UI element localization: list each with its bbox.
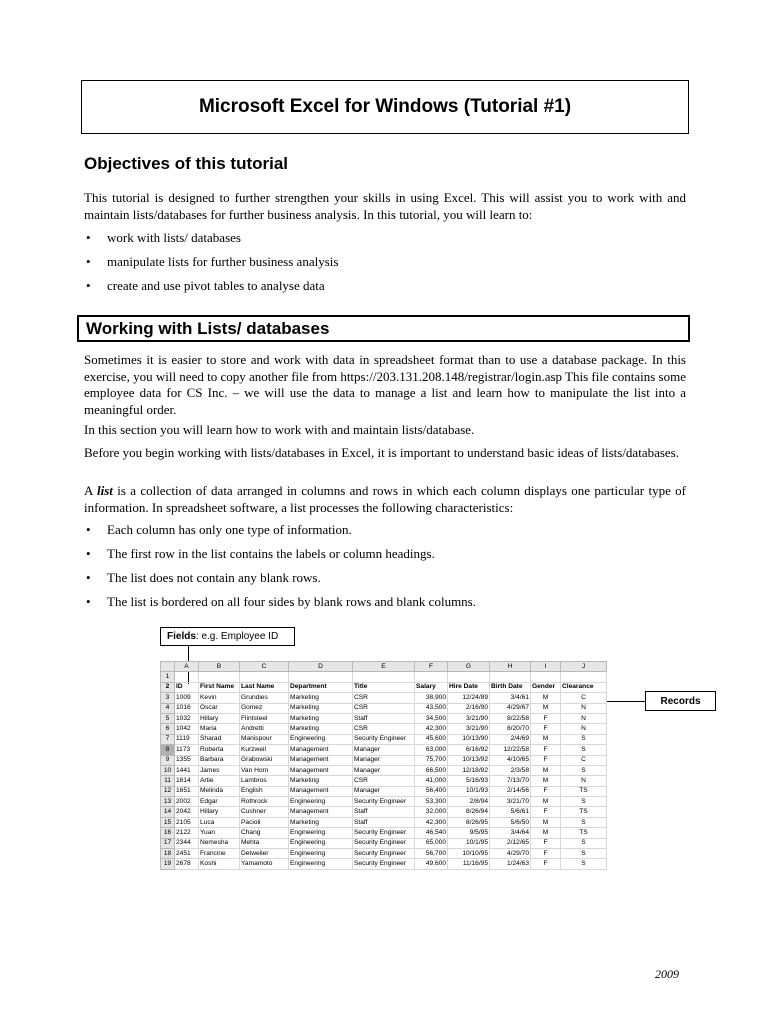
- column-letter: E: [353, 662, 415, 672]
- table-cell: 11/16/95: [448, 859, 490, 869]
- table-cell: S: [561, 797, 607, 807]
- page-footer-year: 2009: [655, 967, 679, 981]
- table-row: [161, 817, 607, 827]
- table-cell: Yamamoto: [240, 859, 289, 869]
- table-row: [161, 797, 607, 807]
- table-cell: 1173: [175, 745, 199, 755]
- table-cell: F: [531, 838, 561, 848]
- table-cell: Lambros: [240, 776, 289, 786]
- row-number: 13: [161, 797, 175, 807]
- field-header: Department: [289, 682, 353, 692]
- table-cell: 4/29/70: [490, 849, 531, 859]
- table-cell: M: [531, 693, 561, 703]
- table-cell: Mehta: [240, 838, 289, 848]
- table-cell: Flintsteel: [240, 713, 289, 723]
- table-cell: Luca: [199, 817, 240, 827]
- table-cell: 56,700: [415, 849, 448, 859]
- table-cell: Rothrock: [240, 797, 289, 807]
- table-cell: Edgar: [199, 797, 240, 807]
- table-cell: Manager: [353, 786, 415, 796]
- table-row: [161, 828, 607, 838]
- table-cell: 10/13/92: [448, 755, 490, 765]
- records-label: Records: [660, 695, 701, 707]
- table-cell: S: [561, 859, 607, 869]
- table-row: [161, 765, 607, 775]
- table-cell: Engineering: [289, 797, 353, 807]
- table-row: [161, 745, 607, 755]
- empty-cell: [531, 672, 561, 682]
- table-cell: Management: [289, 755, 353, 765]
- table-cell: Grabowski: [240, 755, 289, 765]
- list-term: list: [97, 483, 113, 498]
- table-cell: F: [531, 807, 561, 817]
- table-cell: F: [531, 745, 561, 755]
- table-cell: 3/4/61: [490, 693, 531, 703]
- row-number: 1: [161, 672, 175, 682]
- empty-cell: [490, 672, 531, 682]
- table-cell: 56,400: [415, 786, 448, 796]
- table-row: [161, 682, 607, 692]
- list-item: • manipulate lists for further business analysis: [84, 254, 684, 278]
- empty-cell: [199, 672, 240, 682]
- table-cell: 10/10/95: [448, 849, 490, 859]
- table-cell: James: [199, 765, 240, 775]
- table-cell: Marketing: [289, 776, 353, 786]
- table-cell: Melinda: [199, 786, 240, 796]
- table-cell: Manager: [353, 755, 415, 765]
- table-cell: Andretti: [240, 724, 289, 734]
- table-cell: 1651: [175, 786, 199, 796]
- column-letter: G: [448, 662, 490, 672]
- column-letter: B: [199, 662, 240, 672]
- section-heading: [77, 315, 690, 342]
- table-cell: M: [531, 776, 561, 786]
- table-cell: TS: [561, 786, 607, 796]
- table-cell: M: [531, 734, 561, 744]
- table-cell: 8/26/95: [448, 817, 490, 827]
- fields-example: : e.g. Employee ID: [195, 631, 279, 642]
- table-cell: 2002: [175, 797, 199, 807]
- table-cell: Management: [289, 786, 353, 796]
- table-cell: Koshi: [199, 859, 240, 869]
- table-cell: Marketing: [289, 713, 353, 723]
- table-cell: M: [531, 703, 561, 713]
- section-title: Working with Lists/ databases: [86, 318, 330, 338]
- table-row: [161, 724, 607, 734]
- corner-cell: [161, 662, 175, 672]
- table-row: [161, 693, 607, 703]
- empty-cell: [353, 672, 415, 682]
- table-cell: Security Engineer: [353, 838, 415, 848]
- table-cell: 5/16/93: [448, 776, 490, 786]
- table-cell: 5/6/61: [490, 807, 531, 817]
- table-cell: Gomez: [240, 703, 289, 713]
- table-cell: S: [561, 765, 607, 775]
- table-cell: 8/20/70: [490, 724, 531, 734]
- table-cell: Engineering: [289, 838, 353, 848]
- table-cell: Engineering: [289, 859, 353, 869]
- table-cell: TS: [561, 828, 607, 838]
- table-cell: 2451: [175, 849, 199, 859]
- table-cell: Pacioli: [240, 817, 289, 827]
- table-cell: 2105: [175, 817, 199, 827]
- table-cell: English: [240, 786, 289, 796]
- table-cell: M: [531, 817, 561, 827]
- row-number: 4: [161, 703, 175, 713]
- table-cell: 2122: [175, 828, 199, 838]
- table-row: [161, 786, 607, 796]
- table-cell: 43,500: [415, 703, 448, 713]
- table-cell: Oscar: [199, 703, 240, 713]
- empty-cell: [289, 672, 353, 682]
- table-cell: Marketing: [289, 693, 353, 703]
- table-cell: 4/29/67: [490, 703, 531, 713]
- empty-cell: [415, 672, 448, 682]
- table-cell: Roberta: [199, 745, 240, 755]
- row-number: 5: [161, 713, 175, 723]
- table-row: [161, 807, 607, 817]
- list-item: • work with lists/ databases: [84, 230, 684, 254]
- row-number: 17: [161, 838, 175, 848]
- table-cell: 1119: [175, 734, 199, 744]
- table-cell: Hillary: [199, 713, 240, 723]
- row-number: 7: [161, 734, 175, 744]
- table-cell: C: [561, 693, 607, 703]
- row-number: 18: [161, 849, 175, 859]
- table-cell: 1016: [175, 703, 199, 713]
- employee-spreadsheet: [160, 661, 607, 870]
- table-cell: 42,300: [415, 724, 448, 734]
- table-cell: 34,500: [415, 713, 448, 723]
- fields-callout: [160, 627, 295, 646]
- table-row: [161, 755, 607, 765]
- table-cell: 2/16/90: [448, 703, 490, 713]
- field-header: Clearance: [561, 682, 607, 692]
- table-cell: Hillary: [199, 807, 240, 817]
- field-header: Title: [353, 682, 415, 692]
- table-cell: Security Engineer: [353, 859, 415, 869]
- table-cell: M: [531, 765, 561, 775]
- table-cell: Engineering: [289, 849, 353, 859]
- row-number: 10: [161, 765, 175, 775]
- table-cell: Manispour: [240, 734, 289, 744]
- empty-cell: [240, 672, 289, 682]
- table-cell: CSR: [353, 693, 415, 703]
- table-cell: N: [561, 776, 607, 786]
- table-cell: 5/6/50: [490, 817, 531, 827]
- column-letter: H: [490, 662, 531, 672]
- table-cell: Barbara: [199, 755, 240, 765]
- table-cell: 3/4/64: [490, 828, 531, 838]
- table-cell: 10/1/95: [448, 838, 490, 848]
- records-callout: [645, 691, 716, 711]
- row-number: 16: [161, 828, 175, 838]
- table-cell: 3/21/90: [448, 713, 490, 723]
- table-cell: 32,000: [415, 807, 448, 817]
- table-cell: 2/12/65: [490, 838, 531, 848]
- table-cell: F: [531, 786, 561, 796]
- table-cell: 1/24/63: [490, 859, 531, 869]
- table-row: [161, 734, 607, 744]
- row-number: 12: [161, 786, 175, 796]
- section-paragraph-4: [84, 483, 686, 516]
- table-cell: 1009: [175, 693, 199, 703]
- table-cell: Manager: [353, 745, 415, 755]
- table-cell: Security Engineer: [353, 828, 415, 838]
- table-cell: TS: [561, 807, 607, 817]
- table-cell: 1614: [175, 776, 199, 786]
- row-number: 8: [161, 745, 175, 755]
- table-cell: Chang: [240, 828, 289, 838]
- document-title: Microsoft Excel for Windows (Tutorial #1): [81, 80, 689, 134]
- row-number: 11: [161, 776, 175, 786]
- field-header: Hire Date: [448, 682, 490, 692]
- table-cell: S: [561, 734, 607, 744]
- table-cell: S: [561, 849, 607, 859]
- table-cell: Francine: [199, 849, 240, 859]
- objectives-list: [84, 230, 684, 302]
- table-cell: 38,900: [415, 693, 448, 703]
- column-header-row: [161, 662, 607, 672]
- column-letter: F: [415, 662, 448, 672]
- table-cell: 45,600: [415, 734, 448, 744]
- table-cell: S: [561, 817, 607, 827]
- field-header: Last Name: [240, 682, 289, 692]
- table-row: [161, 703, 607, 713]
- table-cell: Kevin: [199, 693, 240, 703]
- table-cell: Engineering: [289, 734, 353, 744]
- table-row: [161, 776, 607, 786]
- section-paragraph-2: In this section you will learn how to work with and maintain lists/database.: [84, 422, 475, 437]
- table-row: [161, 672, 607, 682]
- table-cell: 12/24/89: [448, 693, 490, 703]
- table-cell: Sharad: [199, 734, 240, 744]
- row-number: 6: [161, 724, 175, 734]
- table-cell: N: [561, 703, 607, 713]
- table-cell: 65,000: [415, 838, 448, 848]
- table-cell: Nemesha: [199, 838, 240, 848]
- table-cell: 41,000: [415, 776, 448, 786]
- field-header: Birth Date: [490, 682, 531, 692]
- table-cell: Management: [289, 745, 353, 755]
- table-cell: 3/21/70: [490, 797, 531, 807]
- table-cell: 1032: [175, 713, 199, 723]
- table-cell: Marketing: [289, 703, 353, 713]
- table-cell: 9/5/95: [448, 828, 490, 838]
- table-cell: F: [531, 849, 561, 859]
- table-cell: 10/1/93: [448, 786, 490, 796]
- column-letter: C: [240, 662, 289, 672]
- table-cell: 75,700: [415, 755, 448, 765]
- empty-cell: [448, 672, 490, 682]
- row-number: 15: [161, 817, 175, 827]
- list-definition-prefix: A: [84, 483, 97, 498]
- table-cell: Staff: [353, 817, 415, 827]
- section-paragraph-3: Before you begin working with lists/databases in Excel, it is important to understand basic ideas of lists/databases.: [84, 445, 679, 460]
- table-cell: 3/21/90: [448, 724, 490, 734]
- table-cell: Van Horn: [240, 765, 289, 775]
- list-item: • Each column has only one type of information.: [84, 522, 684, 546]
- table-row: [161, 859, 607, 869]
- table-cell: Security Engineer: [353, 797, 415, 807]
- table-cell: 10/13/90: [448, 734, 490, 744]
- table-cell: Cushner: [240, 807, 289, 817]
- row-number: 19: [161, 859, 175, 869]
- table-cell: 53,300: [415, 797, 448, 807]
- table-cell: C: [561, 755, 607, 765]
- table-cell: CSR: [353, 776, 415, 786]
- field-header: Salary: [415, 682, 448, 692]
- row-number: 3: [161, 693, 175, 703]
- records-pointer-line: [606, 701, 645, 702]
- table-cell: Marketing: [289, 817, 353, 827]
- list-definition-text: is a collection of data arranged in columns and rows in which each column displays one particular type of information. In spreadsheet software, a list processes the following characteristics:: [84, 483, 686, 515]
- table-cell: Security Engineer: [353, 849, 415, 859]
- table-cell: F: [531, 755, 561, 765]
- table-cell: 6/16/92: [448, 745, 490, 755]
- table-cell: Maria: [199, 724, 240, 734]
- table-cell: Yuan: [199, 828, 240, 838]
- objectives-intro: This tutorial is designed to further strengthen your skills in using Excel. This will assist you to work with and maintain lists/databases for further business analysis. In this tutorial, you will learn to:: [84, 190, 686, 222]
- column-letter: J: [561, 662, 607, 672]
- table-cell: S: [561, 838, 607, 848]
- table-cell: 2/8/94: [448, 797, 490, 807]
- table-cell: 2/3/58: [490, 765, 531, 775]
- table-row: [161, 849, 607, 859]
- empty-cell: [561, 672, 607, 682]
- table-cell: 63,000: [415, 745, 448, 755]
- table-cell: 2042: [175, 807, 199, 817]
- table-cell: 66,500: [415, 765, 448, 775]
- table-cell: 2344: [175, 838, 199, 848]
- table-cell: 49,600: [415, 859, 448, 869]
- table-cell: 2/14/56: [490, 786, 531, 796]
- table-cell: 46,540: [415, 828, 448, 838]
- table-cell: 4/10/65: [490, 755, 531, 765]
- table-cell: CSR: [353, 724, 415, 734]
- objectives-heading: Objectives of this tutorial: [84, 154, 289, 173]
- table-cell: Staff: [353, 713, 415, 723]
- table-cell: Kurzweil: [240, 745, 289, 755]
- table-cell: Security Engineer: [353, 734, 415, 744]
- characteristics-list: [84, 522, 684, 618]
- table-cell: Management: [289, 765, 353, 775]
- list-item: • The first row in the list contains the labels or column headings.: [84, 546, 684, 570]
- list-item: • The list does not contain any blank rows.: [84, 570, 684, 594]
- table-cell: 8/22/58: [490, 713, 531, 723]
- table-cell: CSR: [353, 703, 415, 713]
- table-cell: 2678: [175, 859, 199, 869]
- fields-label: Fields: [167, 631, 196, 642]
- table-cell: 8/26/94: [448, 807, 490, 817]
- table-cell: 12/18/92: [448, 765, 490, 775]
- column-letter: A: [175, 662, 199, 672]
- table-cell: Manager: [353, 765, 415, 775]
- table-cell: Management: [289, 807, 353, 817]
- table-cell: Artie: [199, 776, 240, 786]
- row-number: 2: [161, 682, 175, 692]
- section-paragraph-1: Sometimes it is easier to store and work with data in spreadsheet format than to use a database package. In this exercise, you will need to copy another file from https://203.131.208.148/registrar/login.asp This file contains some employee data for CS Inc. – we will use the data to manage a list and learn how to manipulate the list into a meaningful order.: [84, 352, 686, 417]
- table-cell: Marketing: [289, 724, 353, 734]
- table-cell: Engineering: [289, 828, 353, 838]
- table-cell: 12/22/58: [490, 745, 531, 755]
- table-cell: N: [561, 713, 607, 723]
- column-letter: D: [289, 662, 353, 672]
- table-cell: Grundies: [240, 693, 289, 703]
- table-cell: 1355: [175, 755, 199, 765]
- table-cell: Detweiler: [240, 849, 289, 859]
- table-cell: M: [531, 828, 561, 838]
- empty-cell: [175, 672, 199, 682]
- table-cell: 1441: [175, 765, 199, 775]
- table-cell: S: [561, 745, 607, 755]
- table-row: [161, 713, 607, 723]
- table-cell: F: [531, 724, 561, 734]
- field-header: First Name: [199, 682, 240, 692]
- column-letter: I: [531, 662, 561, 672]
- list-item: • The list is bordered on all four sides by blank rows and blank columns.: [84, 594, 684, 618]
- table-row: [161, 838, 607, 848]
- table-cell: N: [561, 724, 607, 734]
- table-cell: M: [531, 797, 561, 807]
- field-header: ID: [175, 682, 199, 692]
- table-cell: Staff: [353, 807, 415, 817]
- table-cell: 7/13/70: [490, 776, 531, 786]
- table-cell: 1042: [175, 724, 199, 734]
- table-cell: 42,300: [415, 817, 448, 827]
- field-header: Gender: [531, 682, 561, 692]
- table-cell: 2/4/69: [490, 734, 531, 744]
- list-item: • create and use pivot tables to analyse data: [84, 278, 684, 302]
- table-cell: F: [531, 713, 561, 723]
- row-number: 9: [161, 755, 175, 765]
- table-cell: F: [531, 859, 561, 869]
- row-number: 14: [161, 807, 175, 817]
